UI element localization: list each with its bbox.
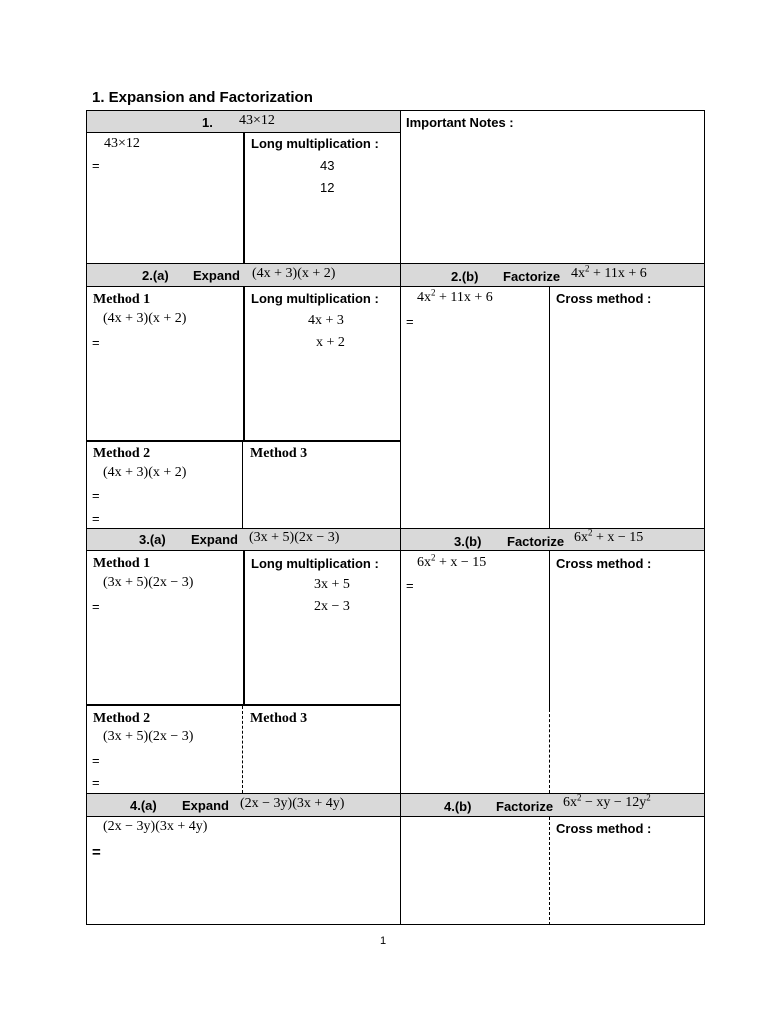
q3a-number: 3.(a) <box>139 532 166 547</box>
q2b-work-area[interactable] <box>402 332 547 527</box>
q2a-method2-equals-1: = <box>92 488 100 503</box>
q1-equals: = <box>92 158 100 173</box>
q2b-work-expression: $4x^2 + 11x + 6$ <box>417 287 493 305</box>
q3a-method1-expression: (3x + 5)(2x − 3) <box>103 575 194 590</box>
q3b-equals: = <box>406 578 414 593</box>
q4a-header <box>86 793 401 817</box>
q4b-cross-method-label: Cross method : <box>556 821 652 836</box>
q1-long-mult-label: Long multiplication : <box>251 136 379 151</box>
q4b-inner-divider <box>549 817 550 925</box>
q3b-inner-divider <box>549 551 550 709</box>
q4b-number: 4.(b) <box>444 799 472 814</box>
q2b-expression: $4x^2 + 11x + 6$ <box>571 263 647 281</box>
q3b-cross-method-area[interactable] <box>552 575 702 792</box>
important-notes-label: Important Notes : <box>406 115 514 130</box>
q3b-header <box>400 528 705 551</box>
q2a-expression: (4x + 3)(x + 2) <box>252 266 336 281</box>
q3b-number: 3.(b) <box>454 534 482 549</box>
q2a-action: Expand <box>193 268 240 283</box>
q2a-long-top: 4x + 3 <box>308 313 344 328</box>
q3a-long-top: 3x + 5 <box>314 577 350 592</box>
q3a-method2-equals-2: = <box>92 775 100 790</box>
q2b-inner-divider <box>549 287 550 529</box>
q3a-method2-equals-1: = <box>92 753 100 768</box>
q4b-header <box>400 793 705 817</box>
q1-expression: 43×12 <box>239 113 275 128</box>
q2a-method1-equals: = <box>92 335 100 350</box>
q3a-long-mult-label: Long multiplication : <box>251 556 379 571</box>
q4b-cross-method-area[interactable] <box>552 840 702 922</box>
q2a-method-divider <box>242 441 243 529</box>
q1-inner-divider <box>243 133 245 264</box>
q1-long-bottom: 12 <box>320 180 335 195</box>
q4a-number: 4.(a) <box>130 798 157 813</box>
q2a-method1-expression: (4x + 3)(x + 2) <box>103 311 187 326</box>
q3a-inner-divider <box>243 551 245 706</box>
q3a-method3-work-area[interactable] <box>245 731 398 791</box>
q2a-method2-expression: (4x + 3)(x + 2) <box>103 465 187 480</box>
q2b-header <box>400 263 705 287</box>
q3a-long-bottom: 2x − 3 <box>314 599 350 614</box>
q2a-number: 2.(a) <box>142 268 169 283</box>
q4b-expression: $6x^2$ − xy − $12y^2$ <box>563 792 651 810</box>
q4a-work-expression: (2x − 3y)(3x + 4y) <box>103 819 208 834</box>
page-number: 1 <box>380 935 387 947</box>
q1-work-area[interactable] <box>88 175 242 261</box>
q2a-method2-label: Method 2 <box>93 446 151 461</box>
q3b-action: Factorize <box>507 534 565 549</box>
q2a-method-separator <box>86 440 400 442</box>
q2a-inner-divider <box>243 287 245 441</box>
q3b-cross-method-label: Cross method : <box>556 556 652 571</box>
q3a-method2-label: Method 2 <box>93 711 151 726</box>
q4a-expression: (2x − 3y)(3x + 4y) <box>240 796 345 811</box>
q2a-method3-work-area[interactable] <box>245 466 398 526</box>
q1-number: 1. <box>202 115 213 130</box>
q3a-method3-label: Method 3 <box>250 711 308 726</box>
q2b-number: 2.(b) <box>451 269 479 284</box>
q3a-expression: (3x + 5)(2x − 3) <box>249 530 340 545</box>
q4b-action: Factorize <box>496 799 554 814</box>
q3b-inner-divider-dashed <box>549 709 550 793</box>
q2b-action: Factorize <box>503 269 561 284</box>
q3a-method2-expression: (3x + 5)(2x − 3) <box>103 729 194 744</box>
q3a-method-divider <box>242 706 243 793</box>
q4a-action: Expand <box>182 798 229 813</box>
q2a-header <box>86 263 401 287</box>
q2b-cross-method-label: Cross method : <box>556 291 652 306</box>
q3a-method1-work-area[interactable] <box>88 617 242 703</box>
q2a-long-mult-label: Long multiplication : <box>251 291 379 306</box>
q3a-action: Expand <box>191 532 238 547</box>
q3a-method1-equals: = <box>92 599 100 614</box>
q2a-method3-label: Method 3 <box>250 446 308 461</box>
q3b-expression: $6x^2 + x - 15$ <box>574 527 644 545</box>
q4a-equals: = <box>92 844 101 861</box>
q2a-long-bottom: x + 2 <box>316 335 345 350</box>
q1-header <box>86 110 401 133</box>
section-title: 1. Expansion and Factorization <box>92 89 313 106</box>
q3a-method-separator <box>86 704 400 706</box>
q2a-method1-label: Method 1 <box>93 292 151 307</box>
q2b-cross-method-area[interactable] <box>552 310 702 527</box>
q3a-method1-label: Method 1 <box>93 556 151 571</box>
q4b-work-area[interactable] <box>402 819 547 922</box>
q3a-header <box>86 528 401 551</box>
q1-long-top: 43 <box>320 158 335 173</box>
q3b-work-area[interactable] <box>402 596 547 792</box>
q2a-method2-equals-2: = <box>92 511 100 526</box>
q2b-equals: = <box>406 314 414 329</box>
q1-work-expression: 43×12 <box>104 136 140 151</box>
q4a-work-area[interactable] <box>88 862 398 922</box>
q2a-method1-work-area[interactable] <box>88 352 242 438</box>
q3b-work-expression: $6x^2 + x - 15$ <box>417 552 487 570</box>
important-notes-area[interactable] <box>402 133 704 263</box>
